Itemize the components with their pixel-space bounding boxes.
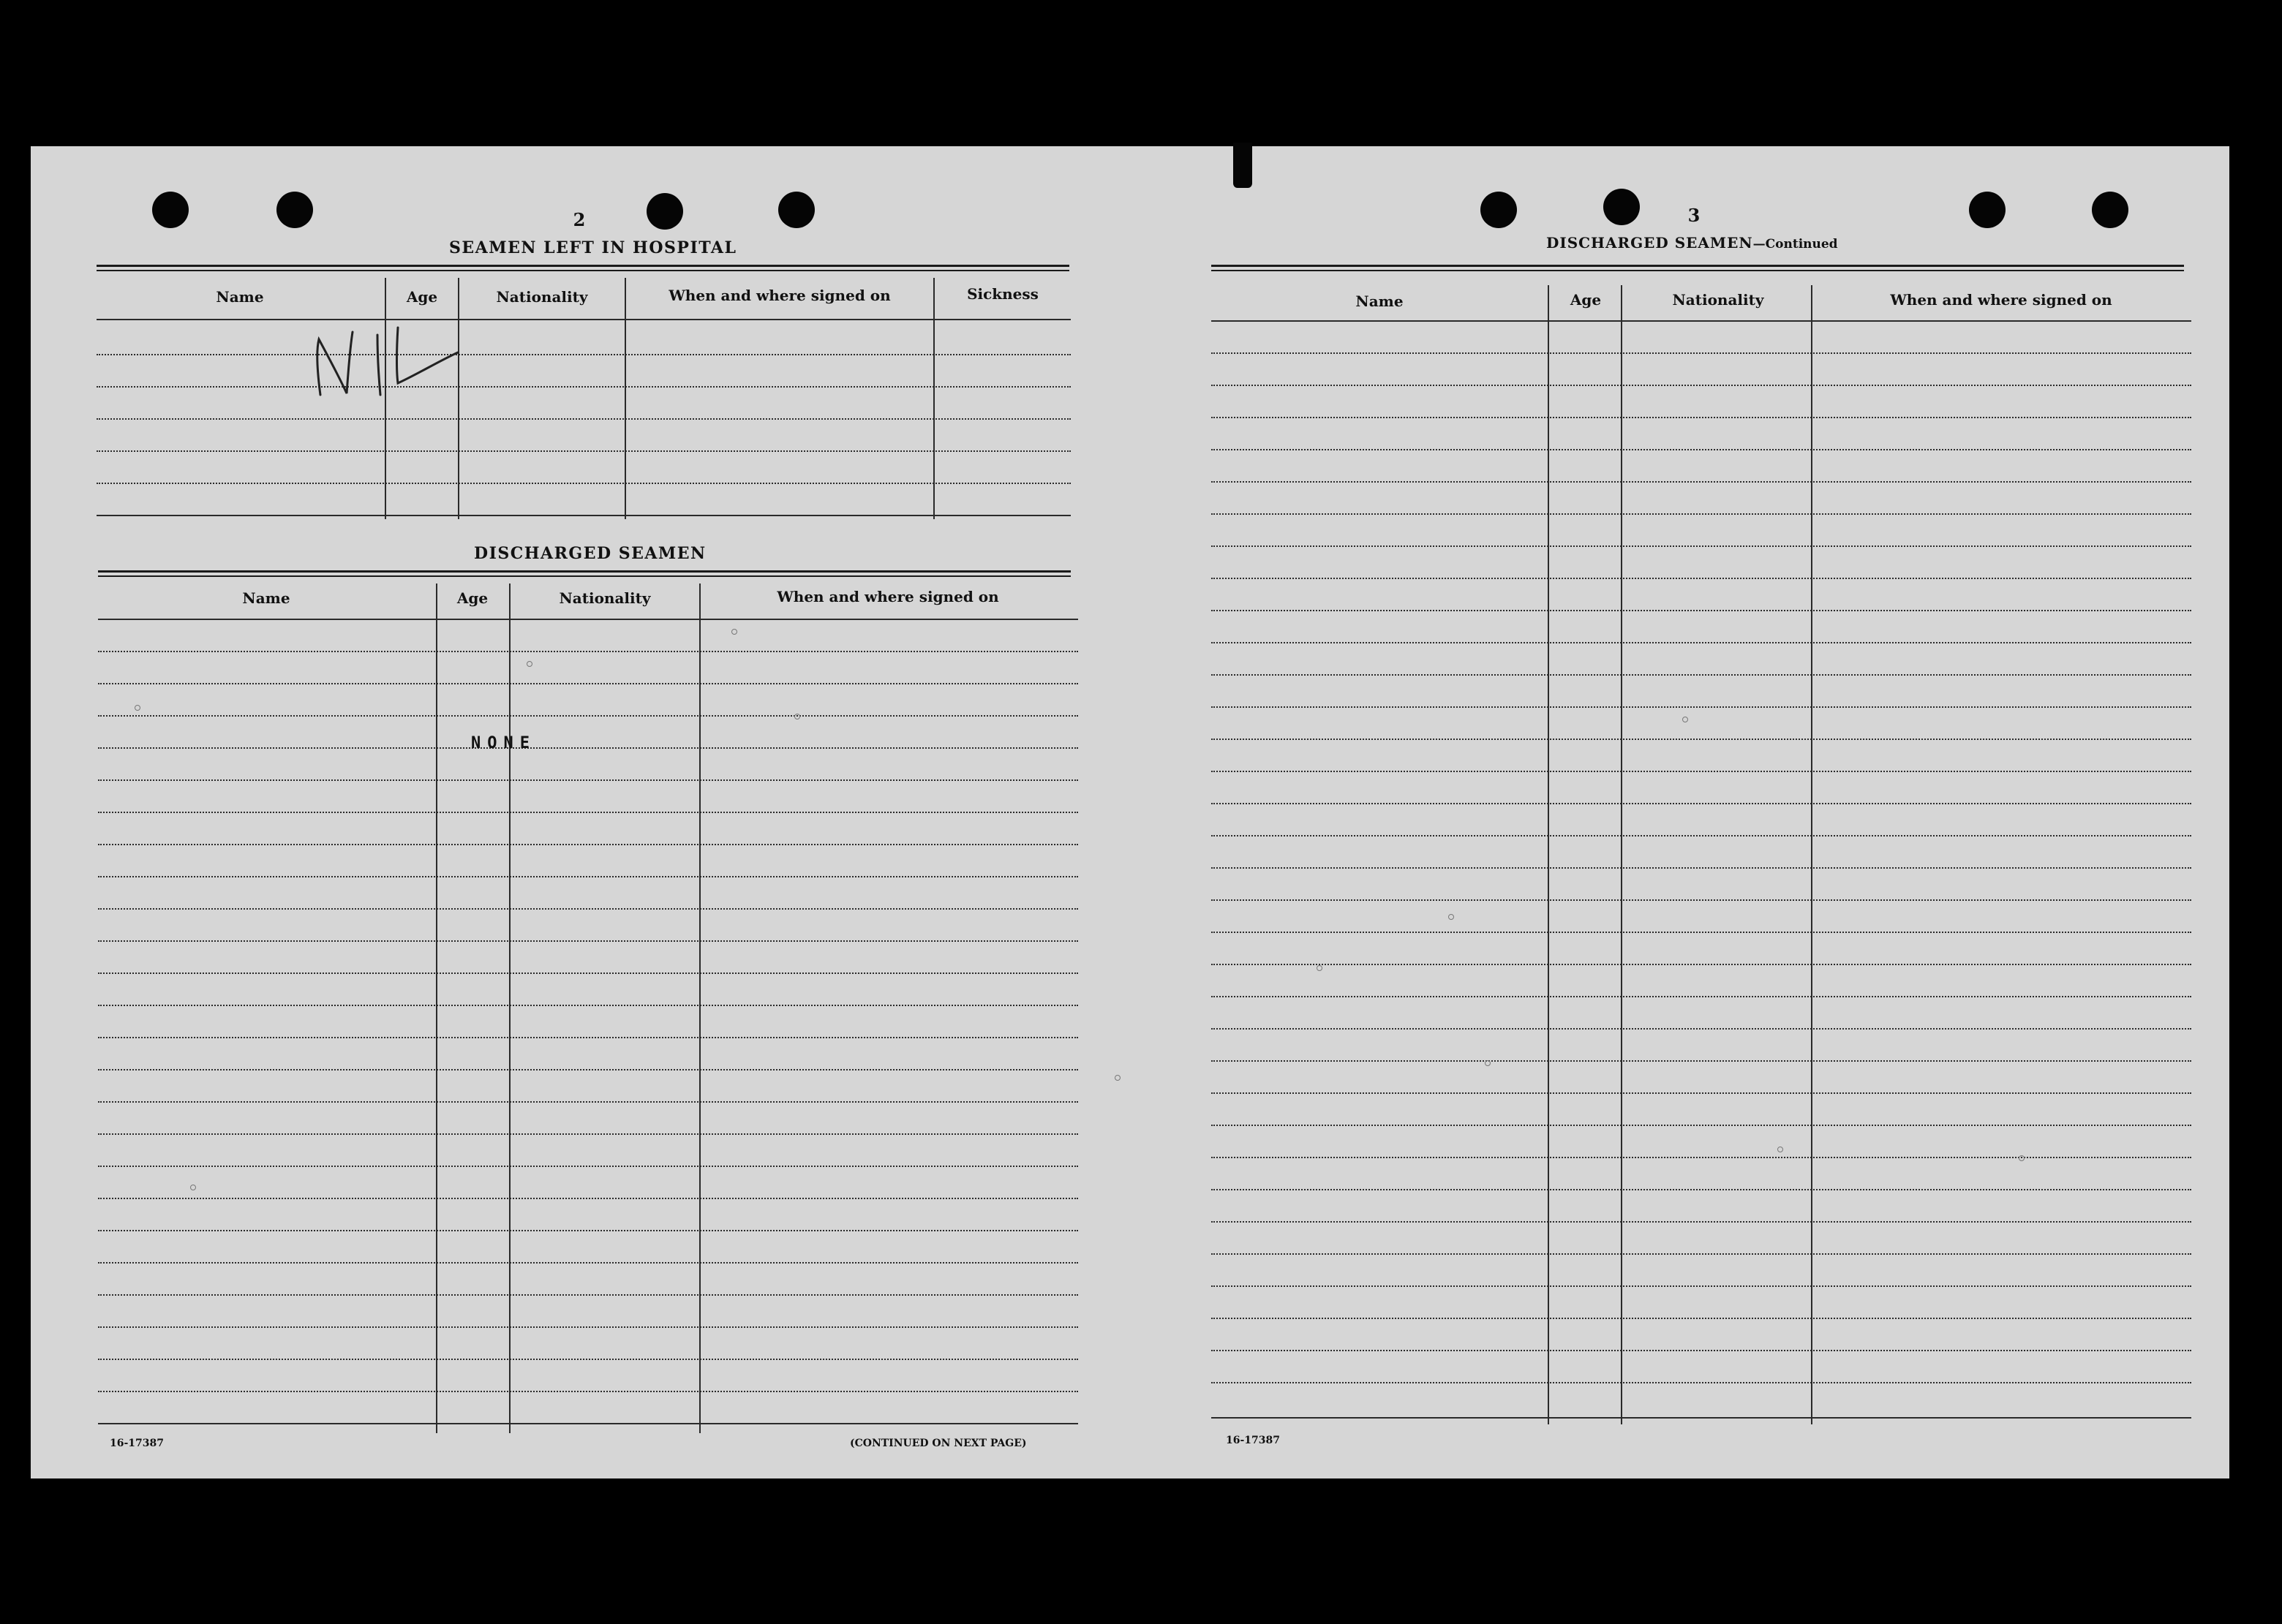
- column-header-signed-on: When and where signed on: [1890, 291, 2112, 309]
- paper-speck: [2019, 1155, 2025, 1161]
- table-row-line: [1211, 1221, 2191, 1223]
- column-divider: [436, 583, 437, 1433]
- table-row-line: [1211, 867, 2191, 869]
- table-row-line: [1211, 1189, 2191, 1190]
- table-row-line: [1211, 385, 2191, 386]
- table-row-line: [98, 1166, 1078, 1167]
- paper-speck: [1682, 717, 1688, 722]
- table-row-line: [1211, 803, 2191, 804]
- table-row-line: [1211, 1157, 2191, 1158]
- header-rule: [97, 319, 1071, 320]
- table-row-line: [98, 1198, 1078, 1199]
- binder-hole: [778, 192, 815, 228]
- table-row-line: [98, 683, 1078, 684]
- binder-clip: [1233, 143, 1252, 188]
- binder-hole: [1480, 192, 1517, 228]
- table-row-line: [1211, 1417, 2191, 1419]
- table-row-line: [1211, 1350, 2191, 1351]
- column-header-name: Name: [242, 589, 290, 607]
- discharged-title-rule: [98, 570, 1071, 577]
- paper-speck: [1115, 1075, 1121, 1081]
- handwritten-nil-entry: [307, 322, 468, 402]
- column-header-nationality: Nationality: [559, 589, 651, 607]
- binder-hole: [276, 192, 313, 228]
- continued-note: (CONTINUED ON NEXT PAGE): [850, 1438, 1027, 1449]
- table-row-line: [1211, 1028, 2191, 1030]
- discharged-table-left: [98, 583, 1078, 1433]
- left-page-number: 2: [573, 209, 586, 230]
- table-row-line: [98, 1005, 1078, 1006]
- table-row-line: [97, 483, 1071, 484]
- right-page-number: 3: [1687, 205, 1701, 226]
- table-row-line: [98, 747, 1078, 749]
- column-header-sickness: Sickness: [967, 285, 1039, 303]
- table-row-line: [1211, 642, 2191, 643]
- binder-hole: [2092, 192, 2128, 228]
- table-row-line: [98, 812, 1078, 813]
- table-row-line: [98, 779, 1078, 781]
- binder-hole: [647, 193, 683, 230]
- binder-hole: [1969, 192, 2006, 228]
- table-row-line: [98, 1069, 1078, 1070]
- column-header-signed-on: When and where signed on: [669, 287, 891, 304]
- table-row-line: [1211, 899, 2191, 901]
- table-row-line: [98, 651, 1078, 652]
- table-row-line: [98, 1326, 1078, 1328]
- header-rule: [98, 619, 1078, 620]
- hospital-section-title: SEAMEN LEFT IN HOSPITAL: [449, 238, 737, 257]
- table-row-line: [98, 1037, 1078, 1038]
- table-row-line: [1211, 932, 2191, 933]
- column-divider: [509, 583, 511, 1433]
- table-row-line: [97, 515, 1071, 516]
- paper-speck: [135, 705, 140, 711]
- form-number: 16-17387: [1226, 1435, 1280, 1446]
- table-row-line: [98, 844, 1078, 845]
- table-row-line: [98, 1133, 1078, 1135]
- table-row-line: [1211, 1125, 2191, 1126]
- table-row-line: [1211, 1253, 2191, 1255]
- table-row-line: [98, 1294, 1078, 1296]
- table-row-line: [1211, 771, 2191, 772]
- hospital-table: [97, 282, 1071, 516]
- table-row-line: [1211, 513, 2191, 515]
- table-row-line: [98, 1101, 1078, 1103]
- table-row-line: [97, 354, 1071, 355]
- paper-speck: [731, 629, 737, 635]
- table-row-line: [98, 1359, 1078, 1360]
- header-rule: [1211, 320, 2191, 322]
- table-row-line: [1211, 481, 2191, 483]
- table-row-line: [1211, 706, 2191, 708]
- paper-speck: [1317, 965, 1322, 971]
- table-row-line: [97, 418, 1071, 420]
- table-row-line: [98, 715, 1078, 717]
- column-header-name: Name: [216, 288, 264, 306]
- right-section-title-suffix: —Continued: [1752, 237, 1838, 252]
- table-row-line: [1211, 449, 2191, 450]
- column-header-name: Name: [1355, 292, 1404, 310]
- table-row-line: [1211, 1060, 2191, 1062]
- paper-speck: [794, 714, 800, 720]
- paper-speck: [1448, 914, 1454, 920]
- right-title-rule: [1211, 265, 2184, 271]
- table-row-line: [1211, 674, 2191, 676]
- table-row-line: [1211, 1318, 2191, 1319]
- table-row-line: [97, 386, 1071, 388]
- table-row-line: [98, 876, 1078, 877]
- right-section-title-main: DISCHARGED SEAMEN: [1546, 234, 1753, 252]
- column-header-nationality: Nationality: [1672, 291, 1764, 309]
- paper-speck: [1777, 1147, 1783, 1152]
- table-row-line: [1211, 578, 2191, 579]
- discharged-table-right: [1211, 282, 2191, 1427]
- binder-hole: [152, 192, 189, 228]
- table-row-line: [98, 972, 1078, 974]
- table-row-line: [98, 908, 1078, 910]
- column-header-age: Age: [406, 288, 438, 306]
- table-row-line: [1211, 1382, 2191, 1383]
- column-header-age: Age: [1570, 291, 1602, 309]
- form-number: 16-17387: [110, 1438, 164, 1449]
- column-divider: [699, 583, 701, 1433]
- discharged-section-title: DISCHARGED SEAMEN: [474, 544, 707, 563]
- binder-hole: [1603, 189, 1640, 225]
- table-row-line: [1211, 835, 2191, 836]
- table-row-line: [1211, 964, 2191, 965]
- table-row-line: [1211, 996, 2191, 997]
- table-row-line: [97, 450, 1071, 452]
- column-header-age: Age: [456, 589, 489, 607]
- table-row-line: [98, 1391, 1078, 1392]
- right-section-title: [1546, 234, 1838, 252]
- table-row-line: [1211, 545, 2191, 547]
- table-row-line: [98, 940, 1078, 942]
- table-row-line: [98, 1230, 1078, 1231]
- table-row-line: [1211, 352, 2191, 354]
- column-header-signed-on: When and where signed on: [777, 588, 999, 605]
- table-row-line: [1211, 1285, 2191, 1287]
- none-stamp: NONE: [471, 734, 536, 752]
- paper-speck: [1485, 1060, 1491, 1066]
- table-row-line: [1211, 610, 2191, 611]
- paper-speck: [527, 661, 532, 667]
- table-row-line: [1211, 739, 2191, 740]
- table-row-line: [1211, 417, 2191, 418]
- table-row-line: [1211, 1092, 2191, 1094]
- table-row-line: [98, 1423, 1078, 1424]
- hospital-title-rule: [97, 265, 1069, 271]
- column-header-nationality: Nationality: [496, 288, 588, 306]
- paper-speck: [190, 1185, 196, 1190]
- table-row-line: [98, 1262, 1078, 1264]
